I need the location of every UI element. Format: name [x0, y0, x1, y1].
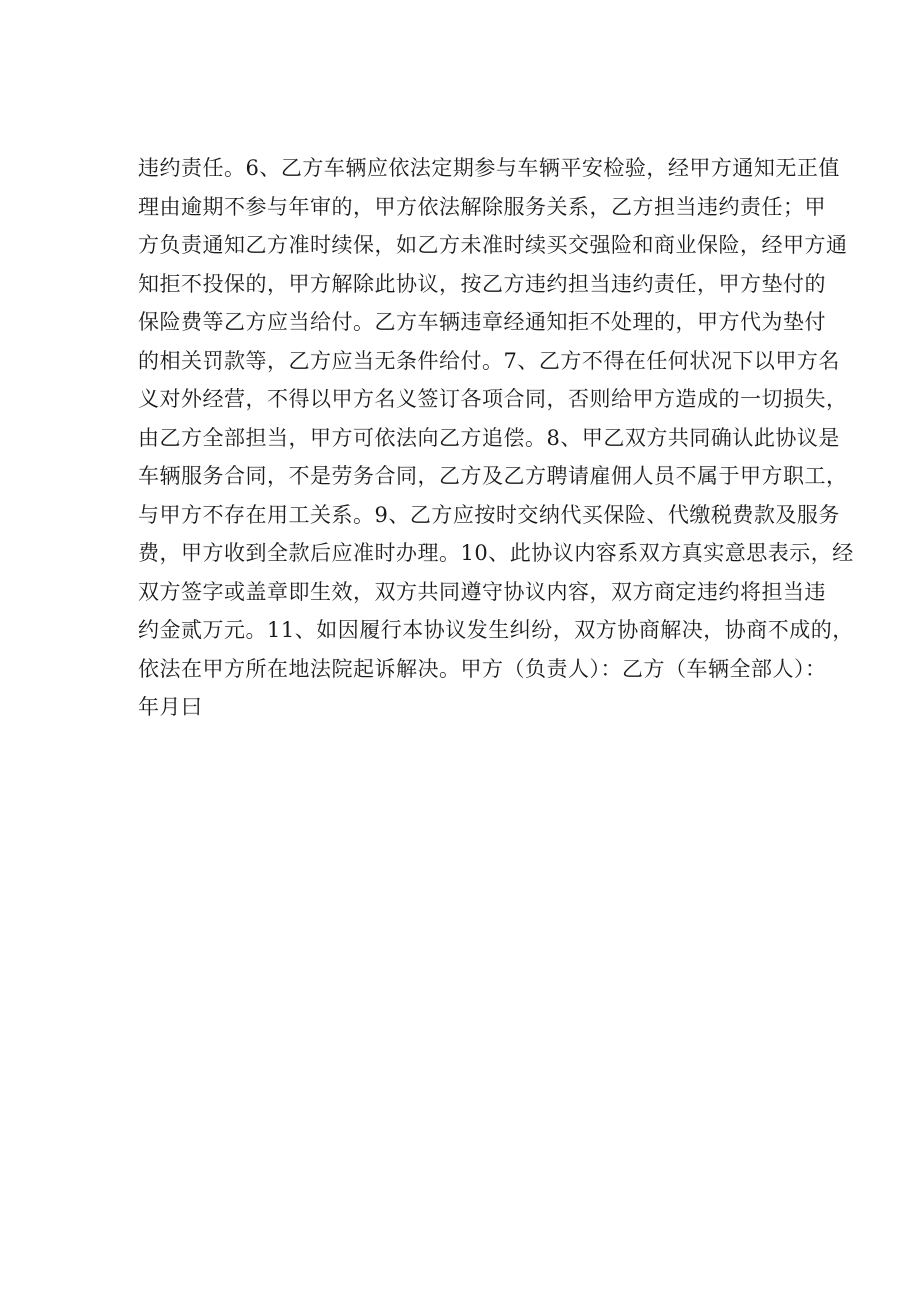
- text-line: 违约责任。6、乙方车辆应依法定期参与车辆平安检验，经甲方通知无正值: [138, 156, 840, 180]
- text-line: 理由逾期不参与年审的，甲方依法解除服务关系，乙方担当违约责任；甲: [138, 194, 826, 219]
- text-line: 的相关罚款等，乙方应当无条件给付。7、乙方不得在任何状况下以甲方名: [138, 348, 840, 373]
- text-line: 由乙方全部担当，甲方可依法向乙方追偿。8、甲乙双方共同确认此协议是: [138, 425, 840, 450]
- text-line: 与甲方不存在用工关系。9、乙方应按时交纳代买保险、代缴税费款及服务: [138, 502, 840, 527]
- text-line: 知拒不投保的，甲方解除此协议，按乙方违约担当违约责任，甲方垫付的: [138, 271, 826, 296]
- text-line: 约金贰万元。11、如因履行本协议发生纠纷，双方协商解决，协商不成的，: [138, 618, 854, 642]
- text-line: 保险费等乙方应当给付。乙方车辆违章经通知拒不处理的，甲方代为垫付: [138, 310, 826, 334]
- text-line: 费，甲方收到全款后应准时办理。10、此协议内容系双方真实意思表示，经: [138, 541, 854, 565]
- text-line: 依法在甲方所在地法院起诉解决。甲方（负责人）：乙方（车辆全部人）：: [138, 656, 827, 681]
- text-line: 义对外经营，不得以甲方名义签订各项合同，否则给甲方造成的一切损失，: [138, 387, 848, 411]
- agreement-body-text: [138, 149, 854, 727]
- text-line: 双方签字或盖章即生效，双方共同遵守协议内容，双方商定违约将担当违: [138, 579, 826, 604]
- text-line: 方负责通知乙方准时续保，如乙方未准时续买交强险和商业保险，经甲方通: [138, 233, 848, 257]
- text-line: 车辆服务合同，不是劳务合同，乙方及乙方聘请雇佣人员不属于甲方职工，: [138, 464, 848, 488]
- date-line: 年月曰: [138, 695, 203, 719]
